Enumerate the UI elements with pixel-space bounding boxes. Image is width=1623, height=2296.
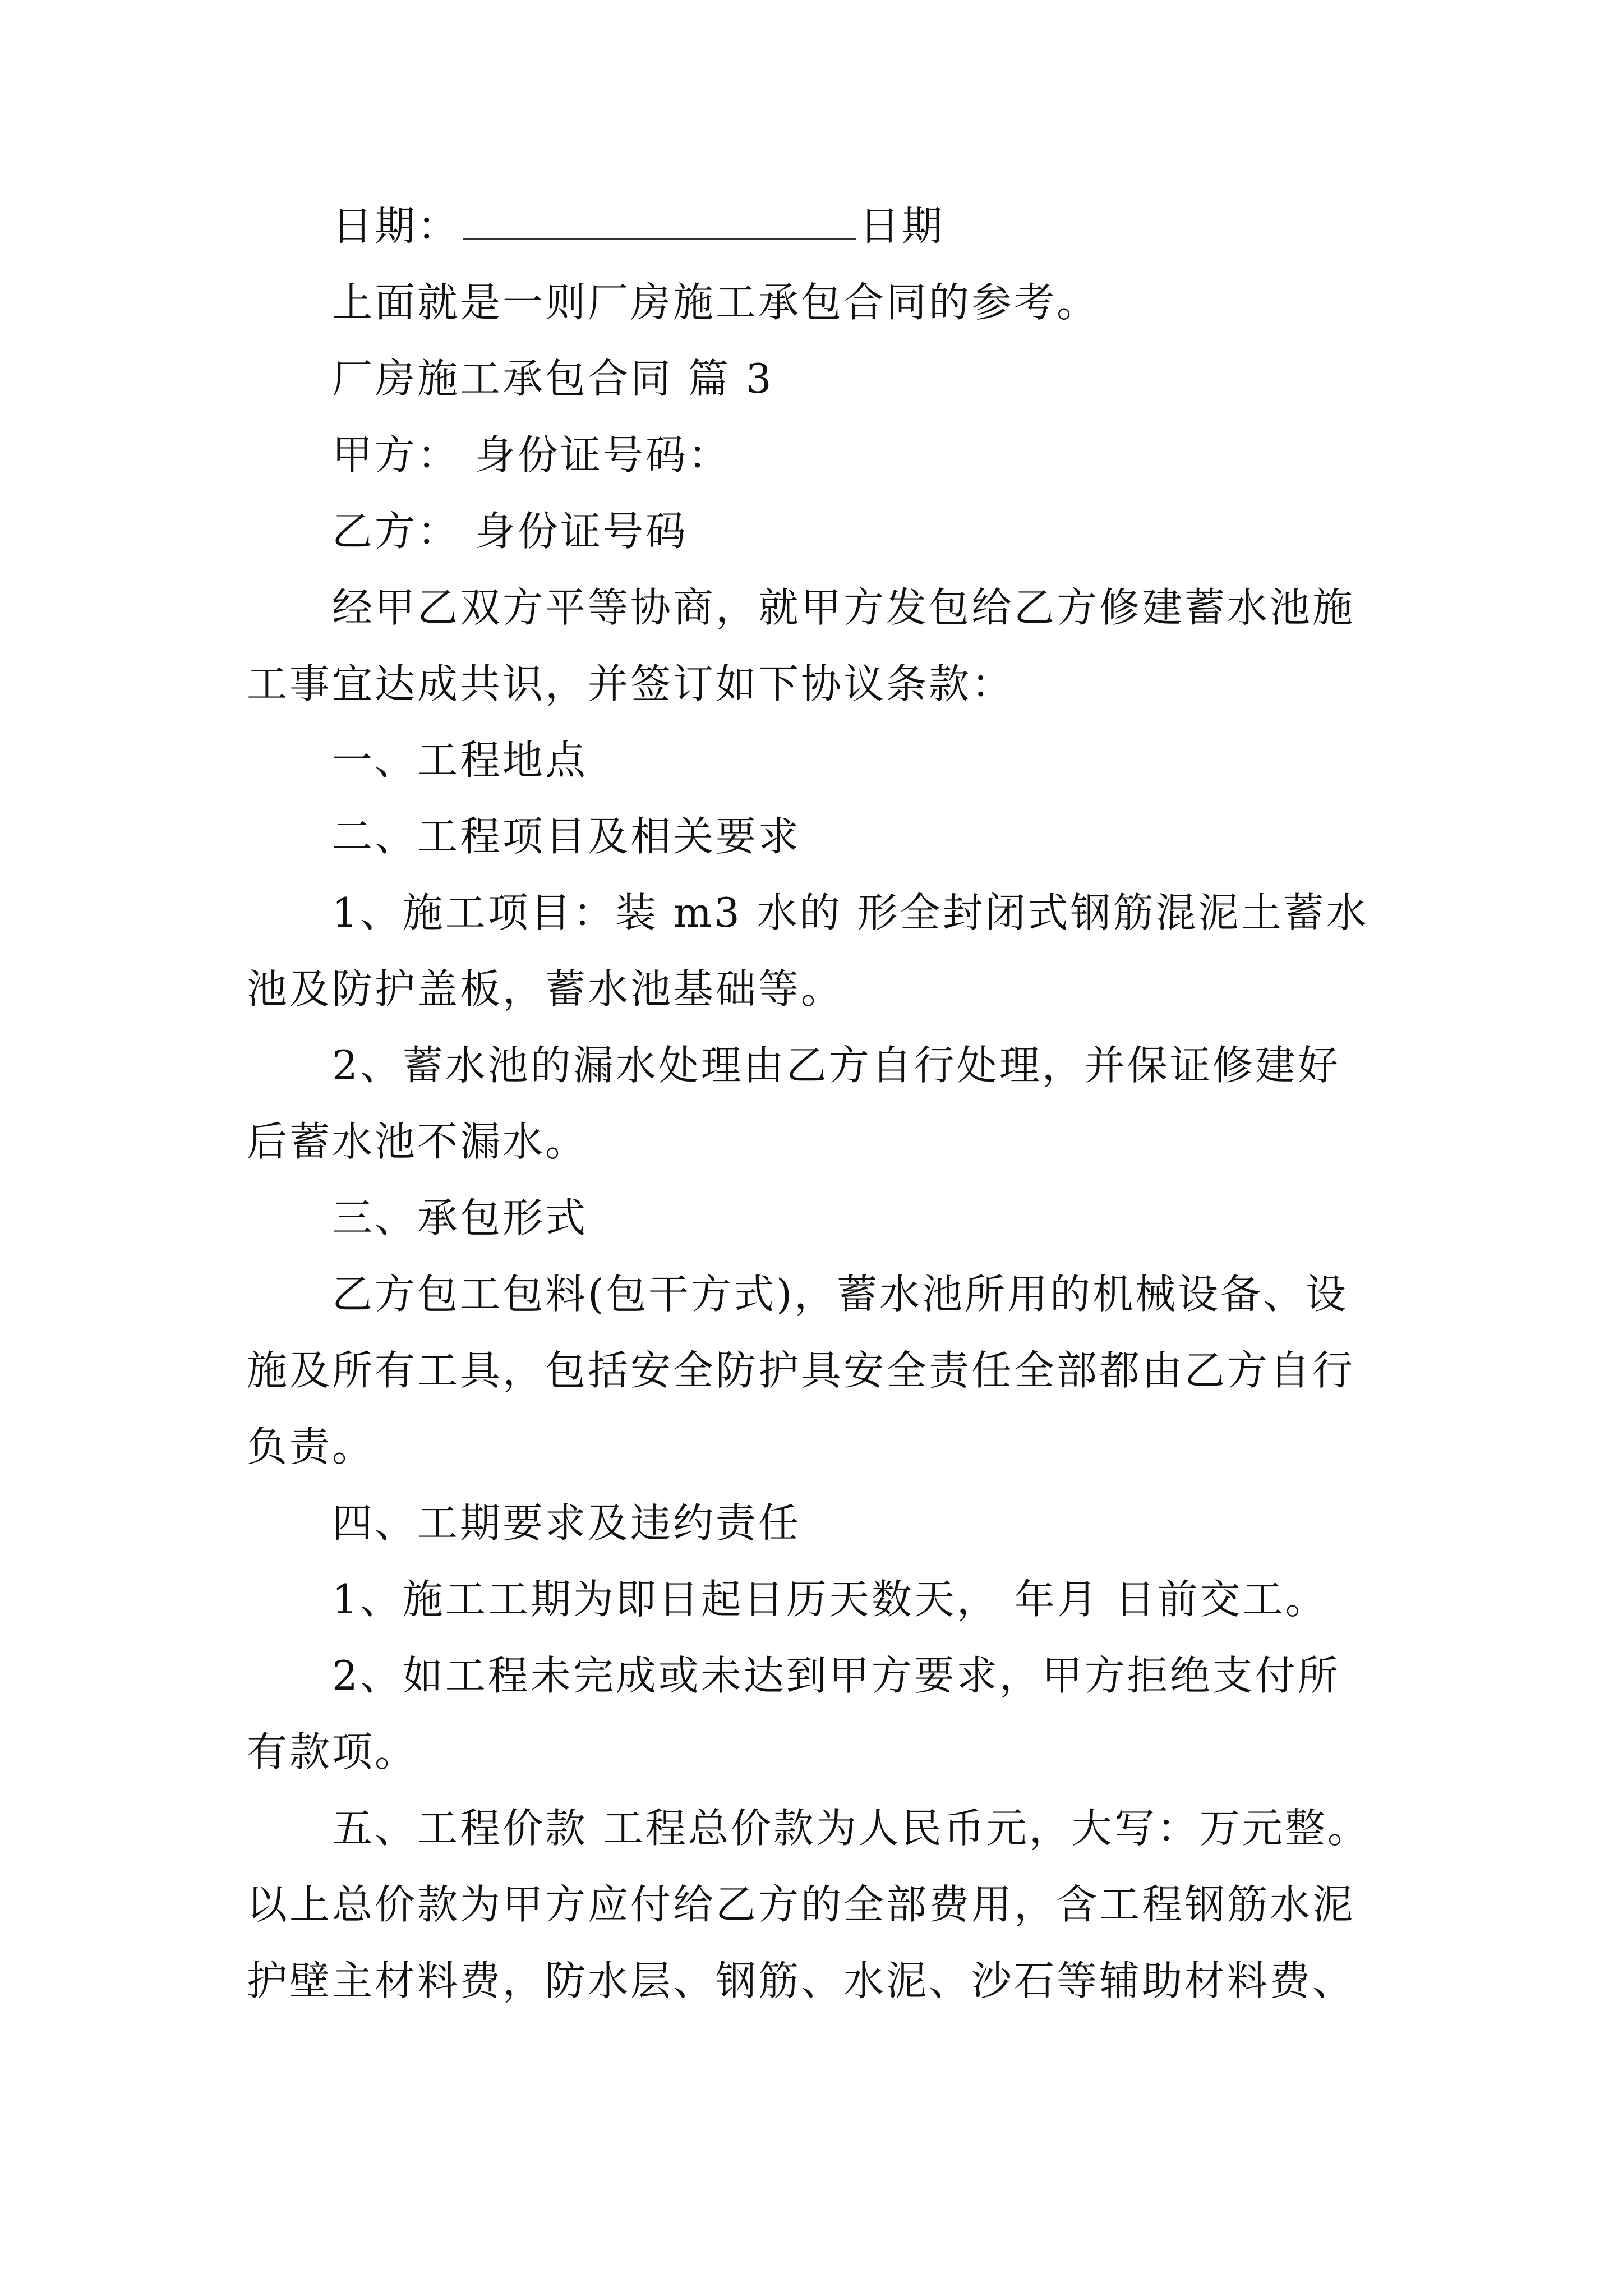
- paragraph-line: 有款项。: [247, 1728, 418, 1775]
- section-title: 厂房施工承包合同 篇 3: [332, 355, 774, 402]
- clause-heading: 四、工期要求及违约责任: [332, 1499, 801, 1547]
- date-label: 日期：: [332, 203, 460, 250]
- paragraph-line: 2、蓄水池的漏水处理由乙方自行处理，并保证修建好: [332, 1042, 1340, 1089]
- document-body: [247, 188, 1391, 2019]
- paragraph-line: 护壁主材料费，防水层、钢筋、水泥、沙石等辅助材料费、: [247, 1957, 1355, 2004]
- clause-heading: 二、工程项目及相关要求: [332, 813, 801, 860]
- paragraph-line: 乙方包工包料(包干方式)，蓄水池所用的机械设备、设: [332, 1271, 1349, 1318]
- paragraph-line: 工事宜达成共识，并签订如下协议条款：: [247, 660, 1015, 707]
- paragraph-line: 负责。: [247, 1423, 375, 1470]
- paragraph-line: 1、施工项目：装 m3 水的 形全封闭式钢筋混泥土蓄水: [332, 889, 1369, 936]
- paragraph-line: 经甲乙双方平等协商，就甲方发包给乙方修建蓄水池施: [332, 584, 1355, 631]
- paragraph-line: 五、工程价款 工程总价款为人民币元，大写：万元整。: [332, 1805, 1370, 1852]
- paragraph-line: 后蓄水池不漏水。: [247, 1118, 588, 1165]
- paragraph-line: 施及所有工具，包括安全防护具安全责任全部都由乙方自行: [247, 1347, 1355, 1394]
- date-line: [247, 188, 1391, 264]
- paragraph-line: 以上总价款为甲方应付给乙方的全部费用，含工程钢筋水泥: [247, 1881, 1355, 1928]
- paragraph-line: 1、施工工期为即日起日历天数天， 年月 日前交工。: [332, 1576, 1328, 1623]
- party-b-line: 乙方： 身份证号码: [332, 508, 688, 555]
- date-suffix: 日期: [859, 203, 945, 250]
- paragraph-line: 2、如工程未完成或未达到甲方要求，甲方拒绝支付所: [332, 1652, 1340, 1699]
- party-a-line: 甲方： 身份证号码：: [332, 431, 731, 478]
- clause-heading: 一、工程地点: [332, 737, 588, 784]
- date-blank-field: [463, 198, 856, 240]
- paragraph-line: 池及防护盖板，蓄水池基础等。: [247, 965, 844, 1013]
- clause-heading: 三、承包形式: [332, 1194, 588, 1241]
- paragraph-line: 上面就是一则厂房施工承包合同的参考。: [332, 279, 1100, 326]
